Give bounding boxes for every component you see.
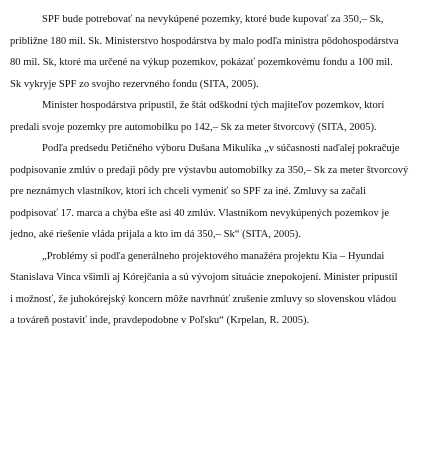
text-line: približne 180 mil. Sk. Ministerstvo hospodárstva by malo podľa ministra pôdohospodárstva [10,35,399,47]
paragraph-spf-costs [10,9,430,95]
text-line: 80 mil. Sk, ktoré ma určené na výkup pozemkov, pokázať pozemkovému fondu a 100 mil. [10,57,393,68]
text-line: SPF bude potrebovať na nevykúpené pozemky, ktoré bude kupovať za 350,– Sk, [42,14,384,25]
text-line: Sk vykryje SPF zo svojho rezervného fondu (SITA, 2005). [10,78,259,90]
paragraph-kia-hyundai [10,246,430,332]
paragraph-minister-compensation [10,95,430,138]
text-line: jedno, aké riešenie vláda prijala a kto im dá 350,– Sk“ (SITA, 2005). [10,229,301,240]
text-line: Stanislava Vinca všimli aj Kórejčania a sú vývojom situácie znepokojení. Minister pripustil [10,272,398,283]
paragraph-petition-committee [10,138,430,246]
text-line: Podľa predsedu Petičného výboru Dušana Mikulíka „v súčasnosti naďalej pokračuje [42,143,400,154]
text-line: „Problémy si podľa generálneho projektového manažéra projektu Kia – Hyundai [42,250,385,262]
text-line: a továreň postaviť inde, pravdepodobne v Poľsku“ (Krpelan, R. 2005). [10,315,310,326]
text-line: i možnosť, že juhokórejský koncern môže navrhnúť zrušenie zmluvy so slovenskou vládou [10,293,397,305]
document-body [10,9,430,332]
text-line: podpisovanie zmlúv o predaji pôdy pre výstavbu automobilky za 350,– Sk za meter štvorcový [10,164,409,176]
text-line: podpisovať 17. marca a chýba ešte asi 40 zmlúv. Vlastníkom nevykúpených pozemkov je [10,207,390,219]
text-line: predali svoje pozemky pre automobilku po 142,– Sk za meter štvorcový (SITA, 2005). [10,121,377,133]
text-line: pre neznámych vlastníkov, ktorí ich chceli vymeniť so SPF za iné. Zmluvy sa začali [10,186,366,197]
text-line: Minister hospodárstva pripustil, že štát odškodní tých majiteľov pozemkov, ktorí [42,100,385,111]
